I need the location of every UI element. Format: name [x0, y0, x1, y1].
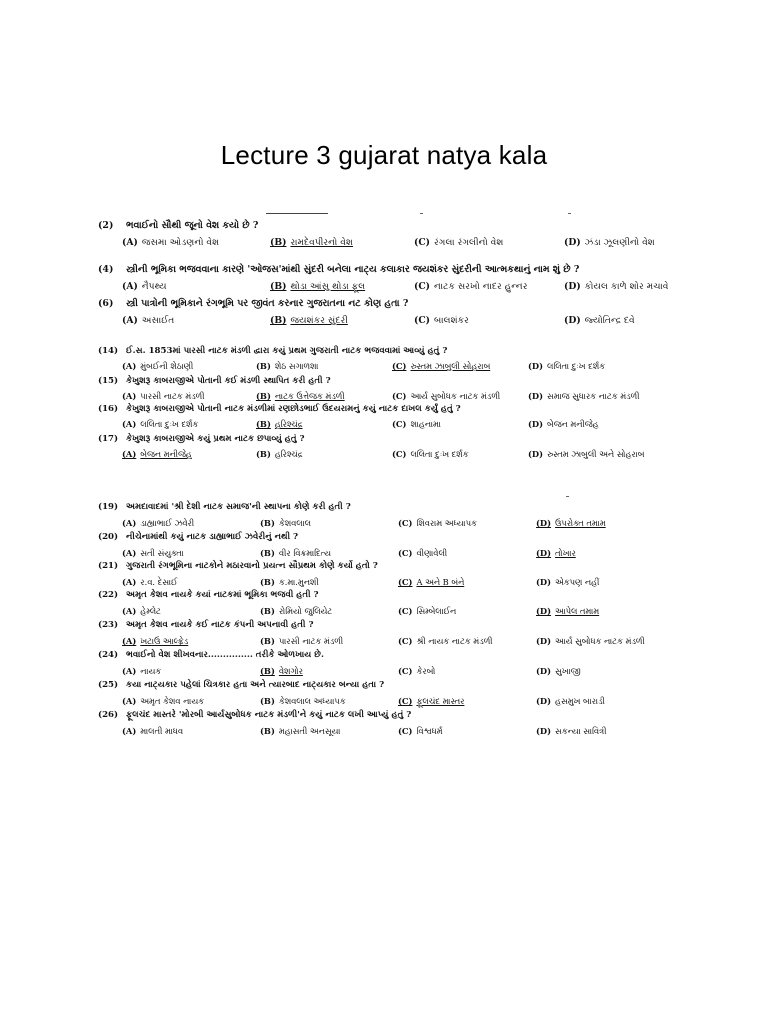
option-key: (B): [270, 315, 287, 326]
option-key: (B): [260, 726, 275, 736]
question-stem: [98, 561, 698, 572]
options-row: [122, 390, 722, 402]
question-text: કેખુશરૂ કાબરાજીએ પોતાની કઈ મંડળી સ્થાપિત કરી હતી ?: [126, 376, 331, 386]
question-number: (15): [98, 376, 119, 386]
option-key: (D): [536, 518, 552, 528]
option-key: (C): [392, 419, 407, 429]
option-text: શાહનામા: [410, 419, 441, 429]
option-key: (C): [414, 315, 431, 326]
option-key: (D): [536, 548, 552, 558]
question-number: (19): [98, 502, 119, 512]
answer-option: [122, 517, 194, 529]
answer-option: [122, 281, 167, 293]
answer-option: [122, 418, 198, 430]
option-text: સુખાજી: [555, 666, 581, 676]
option-key: (C): [398, 606, 413, 616]
answer-option: [414, 237, 504, 249]
answer-option: [536, 635, 645, 647]
question-text: ભવાઈનો વેશ શીખવનાર............... તરીકે ઓળખાય છે.: [126, 650, 324, 660]
answer-option: [536, 517, 606, 529]
option-key: (C): [398, 696, 413, 706]
option-text: કેશવલાલ અધ્યાપક: [278, 696, 346, 706]
answer-option: [122, 725, 183, 737]
answer-option: [122, 695, 204, 707]
question-text: અમદાવાદમાં 'શ્રી દેશી નાટક સમાજ'ની સ્થાપના કોણે કરી હતી ?: [126, 502, 351, 512]
option-text: અસાઈત: [141, 315, 175, 326]
question-number: (22): [98, 590, 119, 600]
option-key: (B): [270, 237, 287, 248]
correct-answer-text: બેજન મનીજેહ: [140, 449, 192, 459]
answer-option: [122, 547, 184, 559]
option-key: (D): [536, 606, 552, 616]
scan-speck: [420, 213, 423, 214]
option-key: (B): [260, 548, 275, 558]
question-stem: [98, 404, 698, 415]
question-number: (6): [98, 298, 114, 309]
question-text: સ્ત્રીની ભૂમિકા ભજવવાના કારણે 'ઓજસ'માંથી સુંદરી બનેલા નાટ્ય કલાકાર જયશંકર સુંદરીની આત્મકથાનું નામ શું છે ?: [126, 264, 580, 275]
option-key: (D): [536, 726, 552, 736]
page-title: Lecture 3 gujarat natya kala: [220, 140, 548, 170]
option-text: જસમા ઓડણનો વેશ: [141, 237, 220, 248]
option-key: (B): [260, 666, 275, 676]
correct-answer-text: નાટક ઉત્તેજક મંડળી: [274, 391, 345, 401]
option-text: વીણાવેલી: [416, 548, 448, 558]
options-row: [122, 360, 722, 372]
answer-option: [270, 281, 365, 293]
answer-option: [260, 725, 340, 737]
correct-answer-text: રુસ્તમ ઝાબુલી સોહરાબ: [410, 361, 491, 371]
option-text: રુસ્તમ ઝાબુલી અને સોહરાબ: [547, 449, 645, 459]
option-key: (A): [122, 281, 138, 292]
option-key: (C): [398, 518, 413, 528]
question-stem: [98, 620, 698, 631]
option-text: પારસી નાટક મંડળી: [140, 391, 205, 401]
option-key: (D): [536, 666, 552, 676]
answer-option: [398, 725, 442, 737]
correct-answer-text: તોખાર: [555, 548, 576, 558]
question-stem: [98, 346, 698, 357]
question-stem: [98, 264, 698, 275]
answer-option: [260, 605, 332, 617]
options-row: [122, 448, 722, 460]
option-key: (C): [414, 281, 431, 292]
answer-option: [564, 281, 669, 293]
option-key: (B): [260, 606, 275, 616]
question-number: (24): [98, 650, 119, 660]
option-key: (D): [536, 696, 552, 706]
question-stem: [98, 220, 698, 231]
option-key: (A): [122, 636, 137, 646]
option-key: (D): [528, 449, 544, 459]
option-text: મુંબઈની શેઠાણી: [140, 361, 194, 371]
answer-option: [260, 547, 331, 559]
answer-option: [398, 517, 477, 529]
options-row: [122, 315, 722, 327]
option-text: સતી સંયુક્તા: [140, 548, 184, 558]
answer-option: [392, 448, 468, 460]
question-text: નીચેનામાંથી કયું નાટક ડાહ્યાભાઈ ઝવેરીનું નથી ?: [126, 532, 299, 542]
question-text: કયા નાટ્યકાર પહેલાં ચિત્રકાર હતા અને ત્યારબાદ નાટ્યકાર બન્યા હતા ?: [126, 680, 385, 690]
answer-option: [260, 695, 346, 707]
question-number: (14): [98, 346, 119, 356]
option-text: નાટક સરખો નાદર હુન્નર: [434, 281, 528, 292]
option-key: (C): [398, 577, 413, 587]
option-text: બાલશંકર: [434, 315, 469, 326]
answer-option: [536, 725, 607, 737]
options-row: [122, 695, 722, 707]
option-text: રોમિયો જુલિયેટ: [278, 606, 333, 616]
option-text: ડાહ્યાભાઈ ઝવેરી: [140, 518, 195, 528]
question-text: કેખુશરૂ કાબરાજીએ પોતાની નાટક મંડળીમાં રણછોડભાઈ ઉદયરામનું કયું નાટક દાખલ કર્યું હતું ?: [126, 404, 461, 414]
option-text: જ્યોતિન્દ્ર દવે: [584, 315, 635, 326]
question-stem: [98, 376, 698, 387]
question-stem: [98, 434, 698, 445]
option-key: (D): [564, 237, 581, 248]
question-number: (20): [98, 532, 119, 542]
question-number: (17): [98, 434, 119, 444]
answer-option: [122, 576, 177, 588]
option-key: (A): [122, 696, 137, 706]
option-text: ક.મા.મુનશી: [278, 577, 319, 587]
options-row: [122, 237, 722, 249]
question-number: (16): [98, 404, 119, 414]
option-key: (B): [260, 577, 275, 587]
option-text: શેઠ સગાળશા: [274, 361, 319, 371]
options-row: [122, 547, 722, 559]
option-text: ર.વ. દેસાઈ: [140, 577, 178, 587]
option-text: લલિતા દુઃખ દર્શક: [140, 419, 199, 429]
question-number: (4): [98, 264, 114, 275]
option-key: (C): [398, 666, 413, 676]
question-stem: [98, 650, 698, 661]
option-key: (D): [564, 281, 581, 292]
option-text: પારસી નાટક મંડળી: [278, 636, 344, 646]
option-key: (A): [122, 237, 138, 248]
option-key: (C): [398, 636, 413, 646]
question-text: સ્ત્રી પાત્રોની ભૂમિકાને રંગભૂમિ પર જીવંત કરનાર ગુજરાતના નટ કોણ હતા ?: [126, 298, 409, 309]
answer-option: [414, 315, 469, 327]
options-row: [122, 605, 722, 617]
options-row: [122, 517, 722, 529]
answer-option: [392, 418, 441, 430]
answer-option: [260, 576, 319, 588]
option-key: (A): [122, 666, 137, 676]
answer-option: [536, 665, 580, 677]
answer-option: [392, 360, 490, 372]
question-text: અમૃત કેશવ નાયકે કયાં નાટકમાં ભૂમિકા ભજવી હતી ?: [126, 590, 319, 600]
question-stem: [98, 590, 698, 601]
question-text: ગુજરાતી રંગભૂમિના નાટકોને મઠારવાનો પ્રયત્ન સૌપ્રથમ કોણે કર્યો હતો ?: [126, 561, 378, 571]
option-text: શ્રી નાયક નાટક મંડળી: [416, 636, 493, 646]
correct-answer-text: A અને B બંને: [416, 577, 465, 587]
answer-option: [260, 665, 303, 677]
option-key: (A): [122, 577, 137, 587]
correct-answer-text: થોડા આંસુ થોડા ફૂલ: [290, 281, 366, 292]
correct-answer-text: ફૂલચંદ માસ્તર: [416, 696, 465, 706]
answer-option: [256, 418, 303, 430]
option-key: (B): [270, 281, 287, 292]
answer-option: [122, 390, 205, 402]
correct-answer-text: ખટાઉ આલ્ફ્રેડ: [140, 636, 189, 646]
option-key: (A): [122, 606, 137, 616]
option-text: એકપણ નહીં: [555, 577, 600, 587]
option-text: નાયક: [140, 666, 162, 676]
option-key: (C): [392, 391, 407, 401]
answer-option: [256, 360, 318, 372]
question-stem: [98, 710, 698, 721]
option-text: મહાસતી અનસૂયા: [278, 726, 341, 736]
question-number: (26): [98, 710, 119, 720]
answer-option: [536, 547, 576, 559]
correct-answer-text: આપેલ તમામ: [555, 606, 600, 616]
answer-option: [260, 517, 311, 529]
option-key: (A): [122, 449, 137, 459]
scan-top-rule: [266, 213, 328, 214]
option-key: (B): [260, 696, 275, 706]
options-row: [122, 635, 722, 647]
option-text: વીર વિક્રમાદિત્ય: [278, 548, 331, 558]
correct-answer-text: હરિશ્ચંદ્ર: [274, 419, 303, 429]
option-text: આર્ય સુબોધક નાટક મંડળી: [410, 391, 501, 401]
option-key: (A): [122, 419, 137, 429]
option-text: લલિતા દુઃખ દર્શક: [547, 361, 606, 371]
answer-option: [398, 695, 464, 707]
question-text: કેખુશરૂ કાબરાજીએ કયું પ્રથમ નાટક છપાવ્યું હતું ?: [126, 434, 305, 444]
option-text: નૈપથ્ય: [141, 281, 167, 292]
option-key: (D): [536, 577, 552, 587]
option-key: (A): [122, 726, 137, 736]
correct-answer-text: ઉપરોક્ત તમામ: [555, 518, 606, 528]
option-text: સમાજ સુધારક નાટક મંડળી: [547, 391, 640, 401]
answer-option: [392, 390, 500, 402]
question-text: ભવાઈનો સૌથી જૂનો વેશ કયો છે ?: [126, 220, 259, 231]
correct-answer-text: વેશગોર: [278, 666, 303, 676]
question-stem: [98, 502, 698, 513]
option-key: (C): [392, 449, 407, 459]
option-key: (B): [260, 518, 275, 528]
options-row: [122, 725, 722, 737]
option-key: (C): [398, 726, 413, 736]
option-key: (D): [528, 391, 544, 401]
options-row: [122, 576, 722, 588]
option-text: બેજન મનીજેહ: [547, 419, 599, 429]
answer-option: [528, 418, 599, 430]
question-text: ઈ.સ. 1853માં પારસી નાટક મંડળી દ્વારા કયું પ્રથમ ગુજરાતી નાટક ભજવવામાં આવ્યું હતું ?: [126, 346, 448, 356]
option-text: હરિશ્ચંદ્ર: [274, 449, 303, 459]
option-text: કેશવલાલ: [278, 518, 311, 528]
correct-answer-text: રામદેવપીરનો વેશ: [290, 237, 354, 248]
option-key: (A): [122, 518, 137, 528]
question-text: ફૂલચંદ માસ્તરે 'મોરબી આર્યસુબોધક નાટક મંડળી'ને કયું નાટક લખી આપ્યું હતું ?: [126, 710, 412, 720]
option-text: સિમ્બેલાઈન: [416, 606, 457, 616]
answer-option: [564, 237, 655, 249]
option-key: (C): [392, 361, 407, 371]
option-text: શિવરામ અધ્યાપક: [416, 518, 477, 528]
option-text: સકન્યા સાવિત્રી: [555, 726, 607, 736]
question-text: અમૃત કેશવ નાયકે કઈ નાટક કંપની અપનાવી હતી ?: [126, 620, 314, 630]
option-key: (C): [414, 237, 431, 248]
answer-option: [270, 237, 353, 249]
option-key: (D): [536, 636, 552, 646]
question-number: (23): [98, 620, 119, 630]
option-text: લલિતા દુઃખ દર્શક: [410, 449, 469, 459]
options-row: [122, 281, 722, 293]
option-key: (A): [122, 391, 137, 401]
answer-option: [122, 665, 161, 677]
answer-option: [398, 605, 456, 617]
scan-speck: [566, 496, 569, 497]
option-text: કોયલ કાળે શોર મચાવે: [584, 281, 669, 292]
option-key: (A): [122, 315, 138, 326]
answer-option: [414, 281, 527, 293]
correct-answer-text: જયશંકર સુંદરી: [290, 315, 348, 326]
option-key: (B): [256, 449, 271, 459]
option-text: વિશ્વધર્મ: [416, 726, 443, 736]
answer-option: [122, 635, 188, 647]
option-text: ઝંડા ઝૂલણીનો વેશ: [584, 237, 655, 248]
answer-option: [122, 360, 193, 372]
options-row: [122, 418, 722, 430]
option-key: (B): [256, 419, 271, 429]
answer-option: [536, 695, 605, 707]
option-key: (D): [528, 361, 544, 371]
option-key: (D): [564, 315, 581, 326]
answer-option: [398, 665, 435, 677]
answer-option: [398, 547, 447, 559]
question-number: (25): [98, 680, 119, 690]
answer-option: [260, 635, 343, 647]
answer-option: [122, 315, 174, 327]
answer-option: [122, 448, 192, 460]
option-text: કેરબો: [416, 666, 436, 676]
answer-option: [122, 605, 161, 617]
answer-option: [528, 390, 639, 402]
question-number: (21): [98, 561, 119, 571]
scan-speck: [568, 213, 571, 214]
answer-option: [536, 576, 599, 588]
question-stem: [98, 298, 698, 309]
option-key: (B): [260, 636, 275, 646]
question-number: (2): [98, 220, 114, 231]
answer-option: [528, 448, 644, 460]
option-key: (A): [122, 361, 137, 371]
option-key: (C): [398, 548, 413, 558]
answer-option: [270, 315, 348, 327]
answer-option: [536, 605, 599, 617]
options-row: [122, 665, 722, 677]
option-text: આર્ય સુબોધક નાટક મંડળી: [555, 636, 645, 646]
option-key: (B): [256, 391, 271, 401]
option-text: હસમુખ બારાડી: [555, 696, 605, 706]
option-key: (B): [256, 361, 271, 371]
question-stem: [98, 680, 698, 691]
option-key: (D): [528, 419, 544, 429]
option-text: હેમ્લેટ: [140, 606, 161, 616]
option-key: (A): [122, 548, 137, 558]
option-text: રંગલા રંગલીનો વેશ: [434, 237, 504, 248]
answer-option: [564, 315, 635, 327]
answer-option: [256, 390, 345, 402]
answer-option: [398, 576, 464, 588]
answer-option: [256, 448, 303, 460]
option-text: માલતી માધવ: [140, 726, 184, 736]
answer-option: [528, 360, 605, 372]
question-stem: [98, 532, 698, 543]
answer-option: [398, 635, 493, 647]
answer-option: [122, 237, 219, 249]
option-text: અમૃત કેશવ નાયક: [140, 696, 204, 706]
